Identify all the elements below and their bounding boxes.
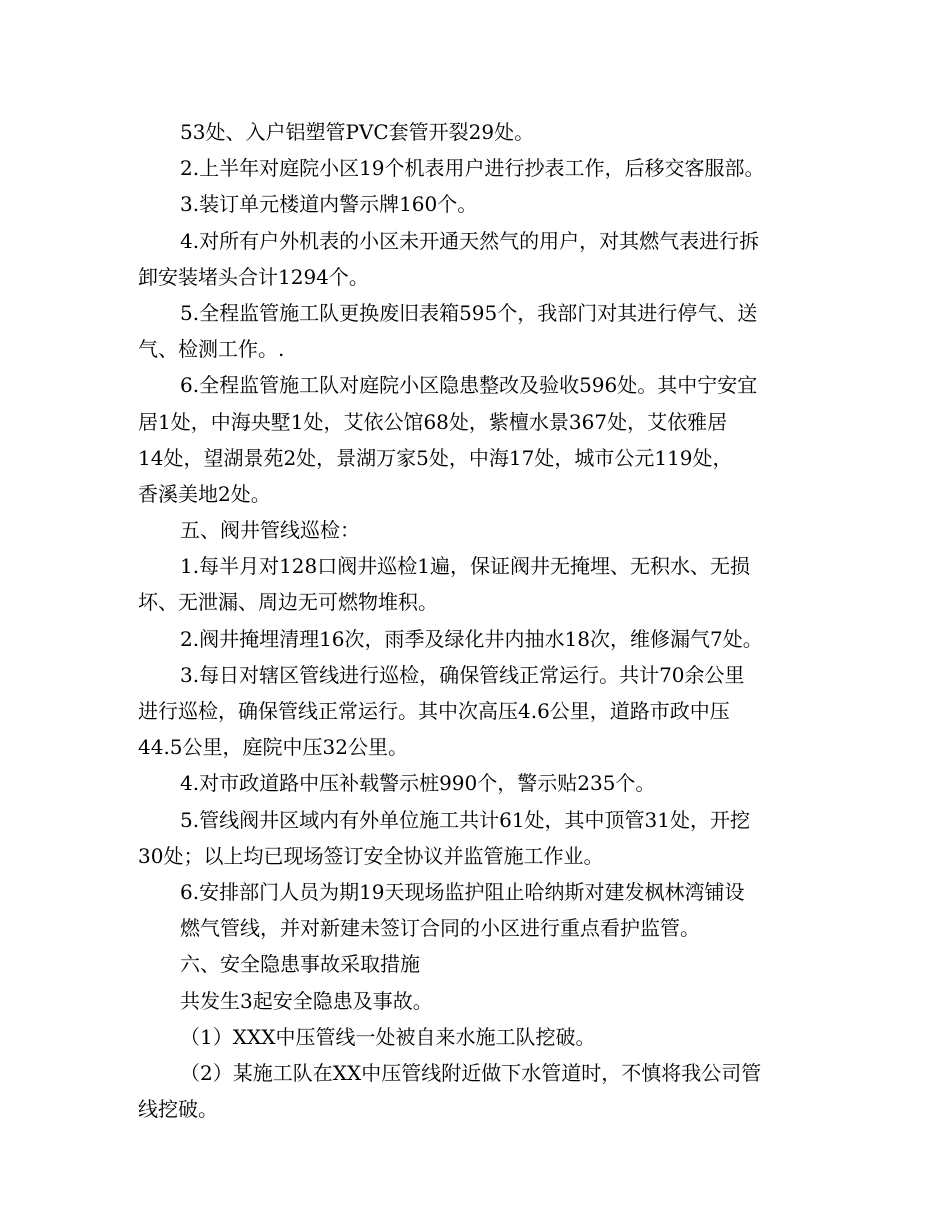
text-line: 6.安排部门人员为期19天现场监护阻止哈纳斯对建发枫林湾铺设 (180, 879, 745, 904)
text-line: 4.对市政道路中压补载警示桩990个，警示贴235个。 (180, 771, 656, 796)
text-line: 居1处，中海央墅1处，艾依公馆68处，紫檀水景367处，艾依雅居 (138, 409, 728, 434)
text-line: 共发生3起安全隐患及事故。 (180, 988, 433, 1013)
text-line: （1）XXX中压管线一处被自来水施工队挖破。 (180, 1024, 596, 1049)
text-line: 4.对所有户外机表的小区未开通天然气的用户，对其燃气表进行拆 (180, 228, 760, 253)
text-line: 香溪美地2处。 (138, 481, 271, 506)
text-line: 线挖破。 (138, 1097, 218, 1122)
text-line: 44.5公里，庭院中压32公里。 (138, 735, 408, 760)
document-body (138, 114, 818, 1127)
text-line: 30处；以上均已现场签订安全协议并监管施工作业。 (138, 843, 604, 868)
text-line: 卸安装堵头合计1294个。 (138, 264, 369, 289)
text-line: 14处，望湖景苑2处，景湖万家5处，中海17处，城市公元119处， (138, 445, 733, 470)
text-line: 5.管线阀井区域内有外单位施工共计61处，其中顶管31处，开挖 (180, 807, 750, 832)
text-line: 2.上半年对庭院小区19个机表用户进行抄表工作，后移交客服部。 (180, 156, 765, 181)
text-line: 2.阀井掩埋清理16次，雨季及绿化井内抽水18次，维修漏气7处。 (180, 626, 763, 651)
text-line: 53处、入户铝塑管PVC套管开裂29处。 (180, 120, 535, 144)
text-line: 气、检测工作。. (138, 337, 285, 362)
text-line: 进行巡检，确保管线正常运行。其中次高压4.6公里，道路市政中压 (138, 699, 730, 723)
section-heading: 五、阀井管线巡检： (180, 518, 360, 543)
text-line: 坏、无泄漏、周边无可燃物堆积。 (138, 590, 438, 615)
text-line: 3.每日对辖区管线进行巡检，确保管线正常运行。共计70余公里 (180, 662, 745, 687)
text-line: 5.全程监管施工队更换废旧表箱595个，我部门对其进行停气、送 (180, 300, 758, 325)
text-line: 1.每半月对128口阀井巡检1遍，保证阀井无掩埋、无积水、无损 (180, 554, 750, 579)
text-line: 3.装订单元楼道内警示牌160个。 (180, 192, 478, 217)
text-line: （2）某施工队在XX中压管线附近做下水管道时，不慎将我公司管 (180, 1060, 762, 1085)
text-line: 6.全程监管施工队对庭院小区隐患整改及验收596处。其中宁安宜 (180, 373, 758, 398)
text-line: 燃气管线，并对新建未签订合同的小区进行重点看护监管。 (180, 916, 700, 941)
section-heading: 六、安全隐患事故采取措施 (180, 952, 420, 977)
